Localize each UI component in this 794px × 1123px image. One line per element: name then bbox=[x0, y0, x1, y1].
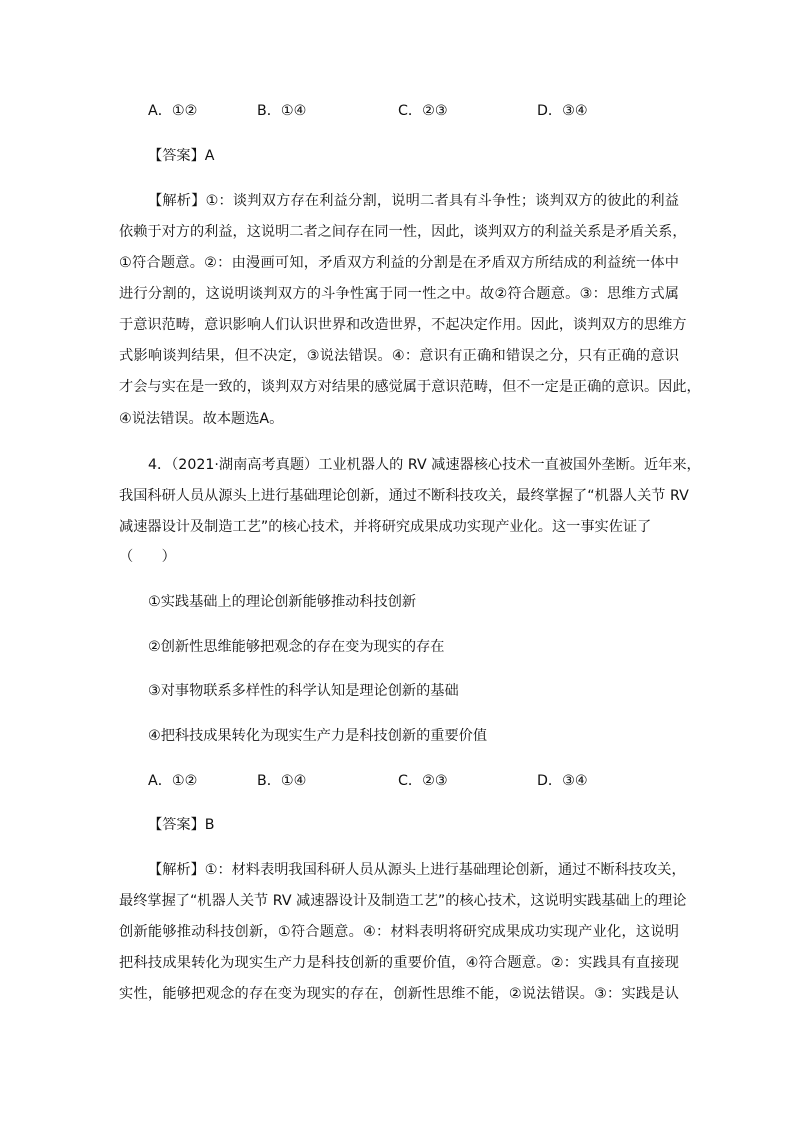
q3-analysis-line: ①符合题意。②：由漫画可知，矛盾双方利益的分割是在矛盾双方所结成的利益统一体中 bbox=[119, 255, 679, 271]
q4-stem-line: 我国科研人员从源头上进行基础理论创新，通过不断科技攻关，最终掌握了“机器人关节 RV bbox=[119, 488, 689, 504]
q3-analysis-line: 【解析】①：谈判双方存在利益分割，说明二者具有斗争性；谈判双方的彼此的利益 bbox=[148, 193, 679, 209]
q3-option-b[interactable]: B．①④ bbox=[257, 103, 307, 119]
q3-analysis-line: 才会与实在是一致的，谈判双方对结果的感觉属于意识范畴，但不一定是正确的意识。因此， bbox=[119, 379, 701, 395]
q4-analysis-line: 最终掌握了“机器人关节 RV 减速器设计及制造工艺”的核心技术，这说明实践基础上的理论 bbox=[119, 893, 687, 909]
q3-option-c[interactable]: C．②③ bbox=[398, 103, 448, 119]
q4-analysis-line: 创新能够推动科技创新，①符合题意。④：材料表明将研究成果成功实现产业化，这说明 bbox=[119, 924, 679, 940]
q4-statement-1: ①实践基础上的理论创新能够推动科技创新 bbox=[148, 594, 417, 610]
q4-option-b[interactable]: B．①④ bbox=[257, 773, 307, 789]
q4-analysis-line: 实性，能够把观念的存在变为现实的存在，创新性思维不能，②说法错误。③：实践是认 bbox=[119, 986, 679, 1002]
q4-statement-2: ②创新性思维能够把观念的存在变为现实的存在 bbox=[148, 639, 445, 655]
q4-analysis-line: 把科技成果转化为现实生产力是科技创新的重要价值，④符合题意。②：实践具有直接现 bbox=[119, 955, 679, 971]
q3-analysis-line: ④说法错误。故本题选A。 bbox=[119, 411, 284, 427]
q3-analysis-line: 依赖于对方的利益，这说明二者之间存在同一性，因此，谈判双方的利益关系是矛盾关系， bbox=[119, 224, 687, 240]
q4-option-a[interactable]: A．①② bbox=[148, 773, 198, 789]
q3-answer: 【答案】A bbox=[148, 148, 215, 164]
q3-analysis-line: 式影响谈判结果，但不决定，③说法错误。④：意识有正确和错误之分，只有正确的意识 bbox=[119, 348, 679, 364]
q4-statement-3: ③对事物联系多样性的科学认知是理论创新的基础 bbox=[148, 683, 459, 699]
q4-answer: 【答案】B bbox=[148, 817, 215, 833]
q4-stem-blank: （ ） bbox=[119, 549, 176, 565]
q4-option-d[interactable]: D．③④ bbox=[537, 773, 588, 789]
q4-stem-line: 4．（2021·湖南高考真题）工业机器人的 RV 减速器核心技术一直被国外垄断。近年来， bbox=[148, 457, 701, 473]
q4-option-c[interactable]: C．②③ bbox=[398, 773, 448, 789]
q3-analysis-line: 进行分割的，这说明谈判双方的斗争性寓于同一性之中。故②符合题意。③：思维方式属 bbox=[119, 286, 679, 302]
q3-option-d[interactable]: D．③④ bbox=[537, 103, 588, 119]
q3-option-a[interactable]: A．①② bbox=[148, 103, 198, 119]
q4-stem-line: 减速器设计及制造工艺”的核心技术，并将研究成果成功实现产业化。这一事实佐证了 bbox=[119, 519, 652, 535]
q3-analysis-line: 于意识范畴，意识影响人们认识世界和改造世界，不起决定作用。因此，谈判双方的思维方 bbox=[119, 317, 687, 333]
q4-analysis-line: 【解析】①：材料表明我国科研人员从源头上进行基础理论创新，通过不断科技攻关， bbox=[148, 862, 686, 878]
q4-statement-4: ④把科技成果转化为现实生产力是科技创新的重要价值 bbox=[148, 728, 488, 744]
